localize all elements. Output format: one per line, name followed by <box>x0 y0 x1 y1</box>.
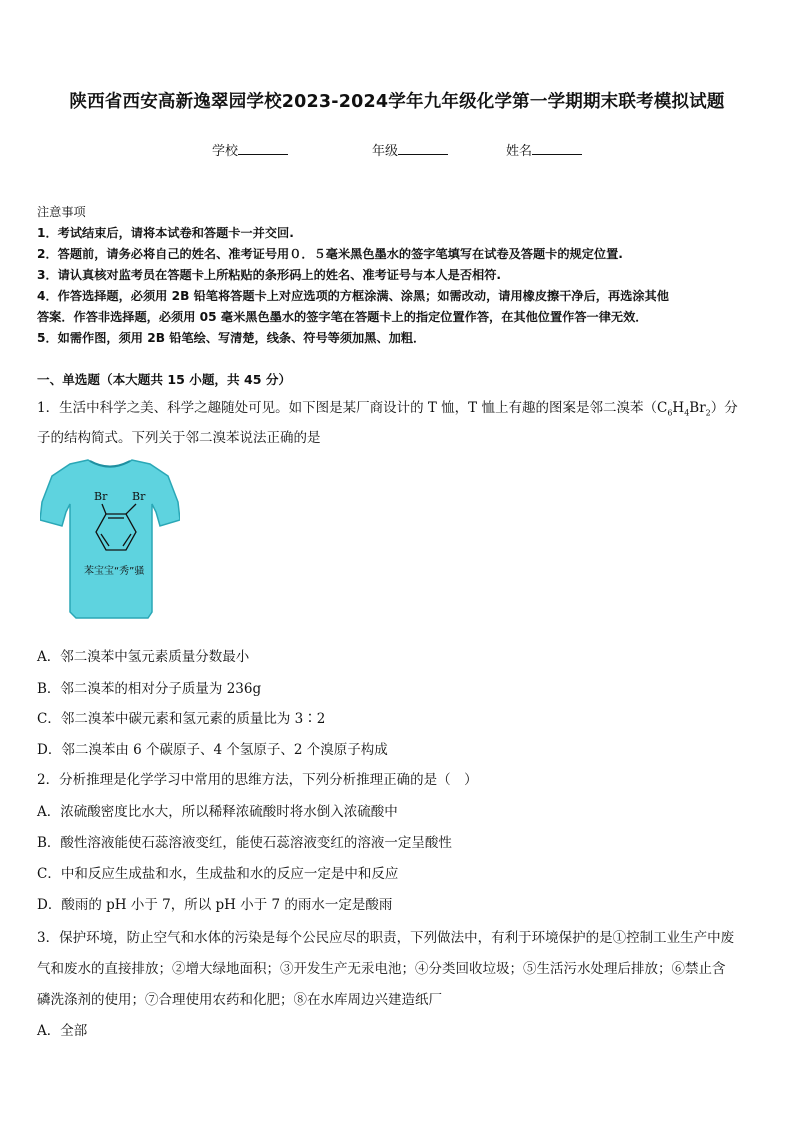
tshirt-image <box>40 456 180 626</box>
notice-item: 答案．作答非选择题，必须用 05 毫米黑色墨水的签字笔在答题卡上的指定位置作答，在其他位置作答一律无效． <box>37 310 648 324</box>
question-3-stem-line-1: 3．保护环境，防止空气和水体的污染是每个公民应尽的职责，下列做法中，有利于环境保护的是①控制工业生产中废 <box>37 930 735 946</box>
section-heading: 一、单选题（本大题共 15 小题，共 45 分） <box>37 372 292 387</box>
question-1-stem-line-1 <box>37 396 738 418</box>
q1-sub-h: 4 <box>684 408 690 418</box>
question-3-stem-line-3: 磷洗涤剂的使用；⑦合理使用农药和化肥；⑧在水库周边兴建造纸厂 <box>37 992 442 1008</box>
tshirt-body <box>40 460 180 618</box>
q1-sub-c: 6 <box>667 408 673 418</box>
br-left-label: Br <box>94 490 108 503</box>
q1-option-c: C．邻二溴苯中碳元素和氢元素的质量比为 3∶2 <box>37 711 326 727</box>
q2-option-d: D．酸雨的 pH 小于 7，所以 pH 小于 7 的雨水一定是酸雨 <box>37 897 393 913</box>
grade-field <box>372 140 448 159</box>
question-1-stem-line-2: 子的结构简式。下列关于邻二溴苯说法正确的是 <box>37 430 321 446</box>
student-info-row <box>0 140 794 160</box>
q1-stem-end: ）分 <box>710 400 738 416</box>
q1-option-a: A．邻二溴苯中氢元素质量分数最小 <box>37 649 250 665</box>
school-label: 学校 <box>212 144 239 159</box>
notice-item: 3．请认真核对监考员在答题卡上所粘贴的条形码上的姓名、准考证号与本人是否相符. <box>37 268 502 282</box>
notice-item: 2．答题前，请务必将自己的姓名、准考证号用０．５毫米黑色墨水的签字笔填写在试卷及答题卡的规定位置. <box>37 247 623 261</box>
q1-sub-br: 2 <box>705 408 711 418</box>
notice-heading: 注意事项 <box>37 205 86 219</box>
q2-option-b: B．酸性溶液能使石蕊溶液变红，能使石蕊溶液变红的溶液一定呈酸性 <box>37 835 452 851</box>
notice-item: 5．如需作图，须用 2B 铅笔绘、写清楚，线条、符号等须加黑、加粗． <box>37 331 426 345</box>
question-3-stem-line-2: 气和废水的直接排放；②增大绿地面积；③开发生产无汞电池；④分类回收垃圾；⑤生活污水处理后排放；⑥禁止含 <box>37 961 726 977</box>
q2-option-a: A．浓硫酸密度比水大，所以稀释浓硫酸时将水倒入浓硫酸中 <box>37 804 398 820</box>
q3-option-a: A．全部 <box>37 1023 88 1039</box>
q1-stem-text: 1．生活中科学之美、科学之趣随处可见。如下图是某厂商设计的 T 恤，T 恤上有趣的图案是邻二溴苯（C <box>37 400 668 416</box>
notice-item: 4．作答选择题，必须用 2B 铅笔将答题卡上对应选项的方框涂满、涂黑；如需改动，请用橡皮擦干净后，再选涂其他 <box>37 289 669 303</box>
q1-option-d: D．邻二溴苯由 6 个碳原子、4 个氢原子、2 个溴原子构成 <box>37 742 388 758</box>
notice-item: 1．考试结束后，请将本试卷和答题卡一并交回. <box>37 226 294 240</box>
grade-label: 年级 <box>372 144 399 159</box>
question-2-stem: 2．分析推理是化学学习中常用的思维方法，下列分析推理正确的是（ ） <box>37 772 478 788</box>
exam-title: 陕西省西安高新逸翠园学校2023-2024学年九年级化学第一学期期末联考模拟试题 <box>69 92 725 112</box>
br-right-label: Br <box>132 490 146 503</box>
name-label: 姓名 <box>506 144 533 159</box>
name-field <box>506 140 582 159</box>
q1-option-b: B．邻二溴苯的相对分子质量为 236g <box>37 681 262 697</box>
school-field <box>212 140 288 159</box>
q2-option-c: C．中和反应生成盐和水，生成盐和水的反应一定是中和反应 <box>37 866 399 882</box>
school-blank <box>238 140 288 155</box>
q1-br: Br <box>689 400 706 416</box>
name-blank <box>532 140 582 155</box>
grade-blank <box>398 140 448 155</box>
tshirt-caption: 苯宝宝“秀”骚 <box>84 566 145 577</box>
q1-h: H <box>672 400 685 416</box>
